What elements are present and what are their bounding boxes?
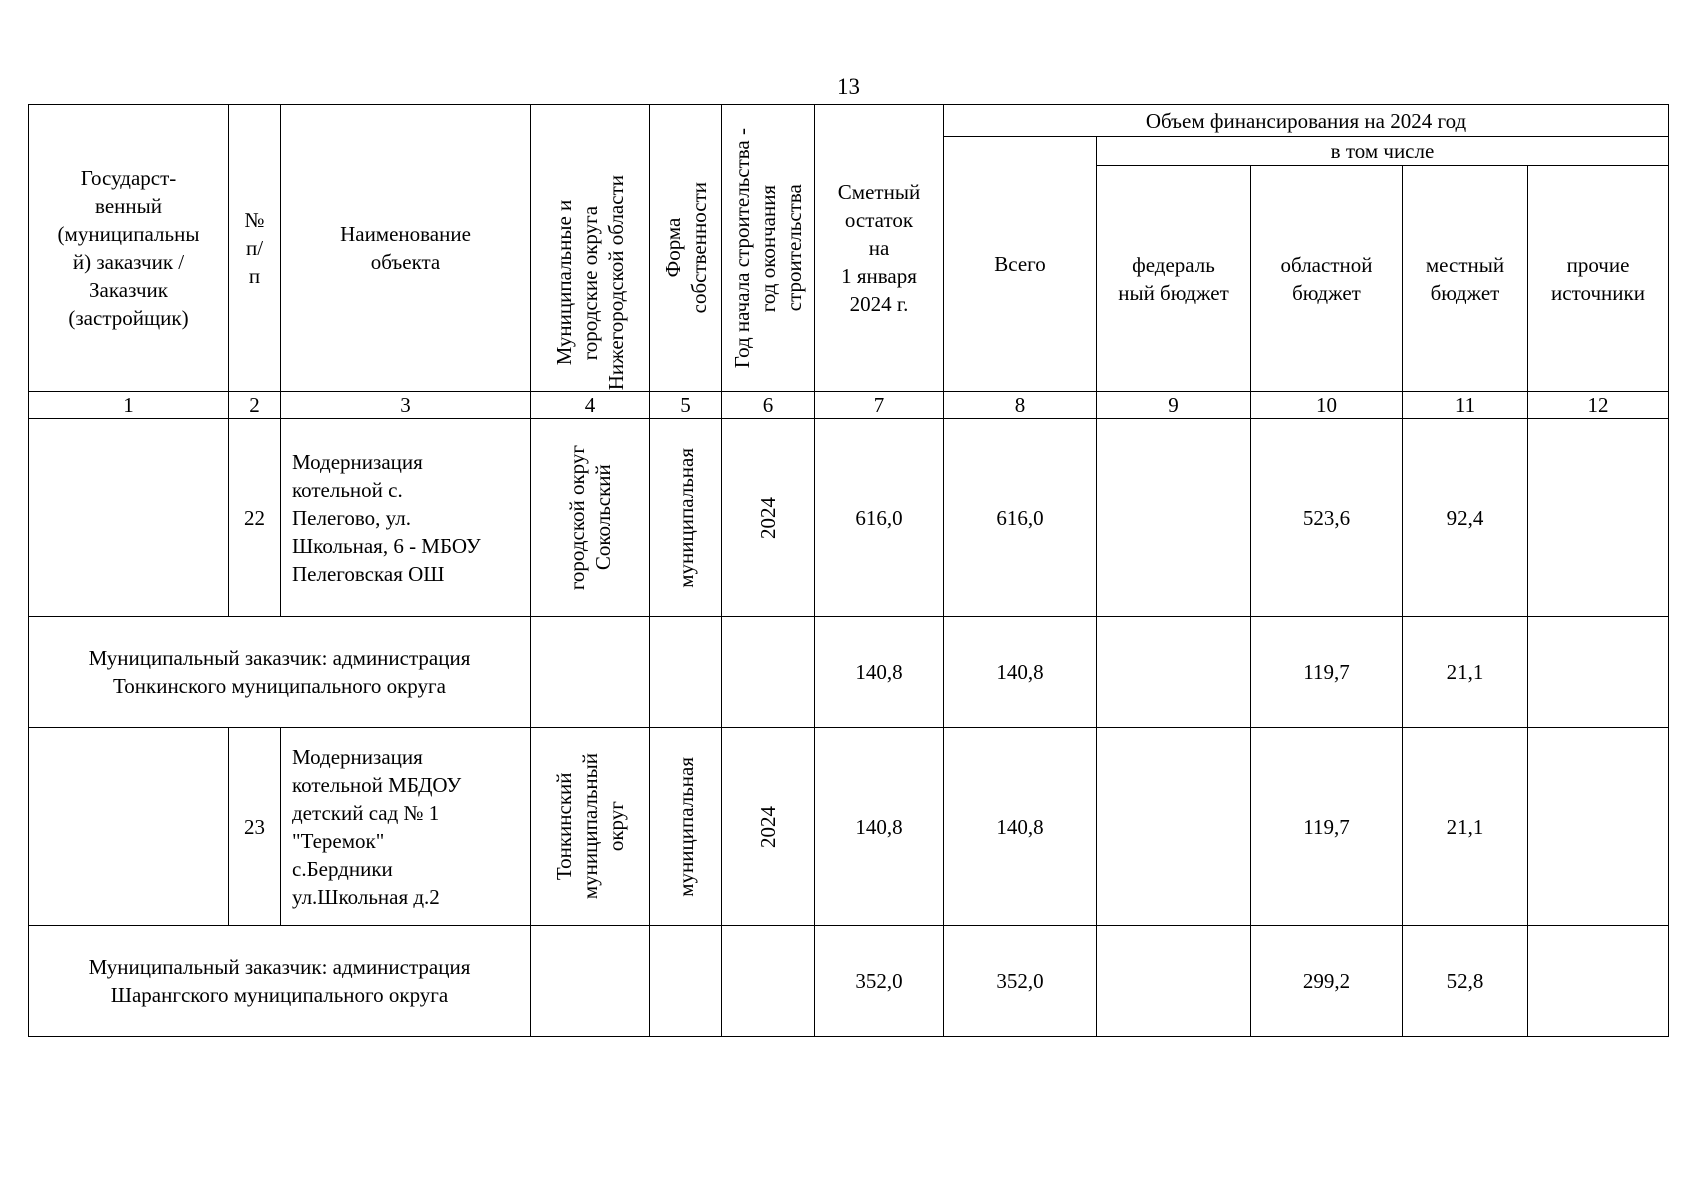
cell-estimate: 352,0 [815, 926, 944, 1037]
cell-municipality-empty [531, 926, 650, 1037]
column-number: 9 [1097, 392, 1251, 419]
cell-years: 2024 [722, 728, 815, 926]
cell-index: 22 [229, 419, 281, 617]
column-numbers-row [29, 392, 1669, 419]
cell-object-name: Модернизация котельной с. Пелегово, ул. Школьная, 6 - МБОУ Пелеговская ОШ [281, 419, 531, 617]
cell-ownership: муниципальная [650, 728, 722, 926]
cell-federal [1097, 617, 1251, 728]
header-local: местный бюджет [1403, 166, 1528, 392]
cell-federal [1097, 419, 1251, 617]
column-number: 1 [29, 392, 229, 419]
column-number: 5 [650, 392, 722, 419]
header-including: в том числе [1097, 137, 1669, 166]
cell-customer-empty [29, 728, 229, 926]
cell-local: 52,8 [1403, 926, 1528, 1037]
column-number: 7 [815, 392, 944, 419]
cell-estimate: 140,8 [815, 617, 944, 728]
cell-total: 616,0 [944, 419, 1097, 617]
cell-ownership-empty [650, 926, 722, 1037]
cell-regional: 119,7 [1251, 617, 1403, 728]
cell-municipality-empty [531, 617, 650, 728]
header-funding: Объем финансирования на 2024 год [944, 105, 1669, 137]
cell-other [1528, 419, 1669, 617]
cell-ownership: муниципальная [650, 419, 722, 617]
header-municipality: Муниципальные и городские округа Нижегородской области [531, 105, 650, 392]
column-number: 3 [281, 392, 531, 419]
table-row-customer-tonkino [29, 617, 1669, 728]
header-regional: областной бюджет [1251, 166, 1403, 392]
column-number: 2 [229, 392, 281, 419]
header-federal: федераль ный бюджет [1097, 166, 1251, 392]
column-number: 10 [1251, 392, 1403, 419]
table-row-object-22 [29, 419, 1669, 617]
cell-local: 21,1 [1403, 728, 1528, 926]
cell-federal [1097, 926, 1251, 1037]
header-ownership: Форма собственности [650, 105, 722, 392]
cell-customer: Муниципальный заказчик: администрация Шарангского муниципального округа [29, 926, 531, 1037]
cell-local: 21,1 [1403, 617, 1528, 728]
cell-years: 2024 [722, 419, 815, 617]
header-total: Всего [944, 137, 1097, 392]
header-index: № п/ п [229, 105, 281, 392]
cell-regional: 119,7 [1251, 728, 1403, 926]
cell-object-name: Модернизация котельной МБДОУ детский сад № 1 "Теремок" с.Бердники ул.Школьная д.2 [281, 728, 531, 926]
header-years: Год начала строительства - год окончания строительства [722, 105, 815, 392]
header-customer: Государст- венный (муниципальны й) заказчик / Заказчик (застройщик) [29, 105, 229, 392]
column-number: 12 [1528, 392, 1669, 419]
header-other: прочие источники [1528, 166, 1669, 392]
cell-local: 92,4 [1403, 419, 1528, 617]
cell-total: 140,8 [944, 617, 1097, 728]
table-row-object-23 [29, 728, 1669, 926]
financing-table [28, 104, 1669, 1037]
cell-customer-empty [29, 419, 229, 617]
column-number: 8 [944, 392, 1097, 419]
cell-regional: 523,6 [1251, 419, 1403, 617]
column-number: 6 [722, 392, 815, 419]
cell-total: 140,8 [944, 728, 1097, 926]
header-row-1 [29, 105, 1669, 137]
table-row-customer-sharanga [29, 926, 1669, 1037]
cell-index: 23 [229, 728, 281, 926]
header-object-name: Наименование объекта [281, 105, 531, 392]
page-number: 13 [837, 74, 860, 99]
cell-municipality: Тонкинский муниципальный округ [531, 728, 650, 926]
cell-other [1528, 617, 1669, 728]
cell-estimate: 616,0 [815, 419, 944, 617]
column-number: 11 [1403, 392, 1528, 419]
header-estimate: Сметный остаток на 1 января 2024 г. [815, 105, 944, 392]
cell-municipality: городской округ Сокольский [531, 419, 650, 617]
cell-estimate: 140,8 [815, 728, 944, 926]
cell-federal [1097, 728, 1251, 926]
column-number: 4 [531, 392, 650, 419]
cell-total: 352,0 [944, 926, 1097, 1037]
cell-other [1528, 728, 1669, 926]
cell-other [1528, 926, 1669, 1037]
cell-years-empty [722, 617, 815, 728]
cell-regional: 299,2 [1251, 926, 1403, 1037]
cell-years-empty [722, 926, 815, 1037]
cell-ownership-empty [650, 617, 722, 728]
cell-customer: Муниципальный заказчик: администрация Тонкинского муниципального округа [29, 617, 531, 728]
